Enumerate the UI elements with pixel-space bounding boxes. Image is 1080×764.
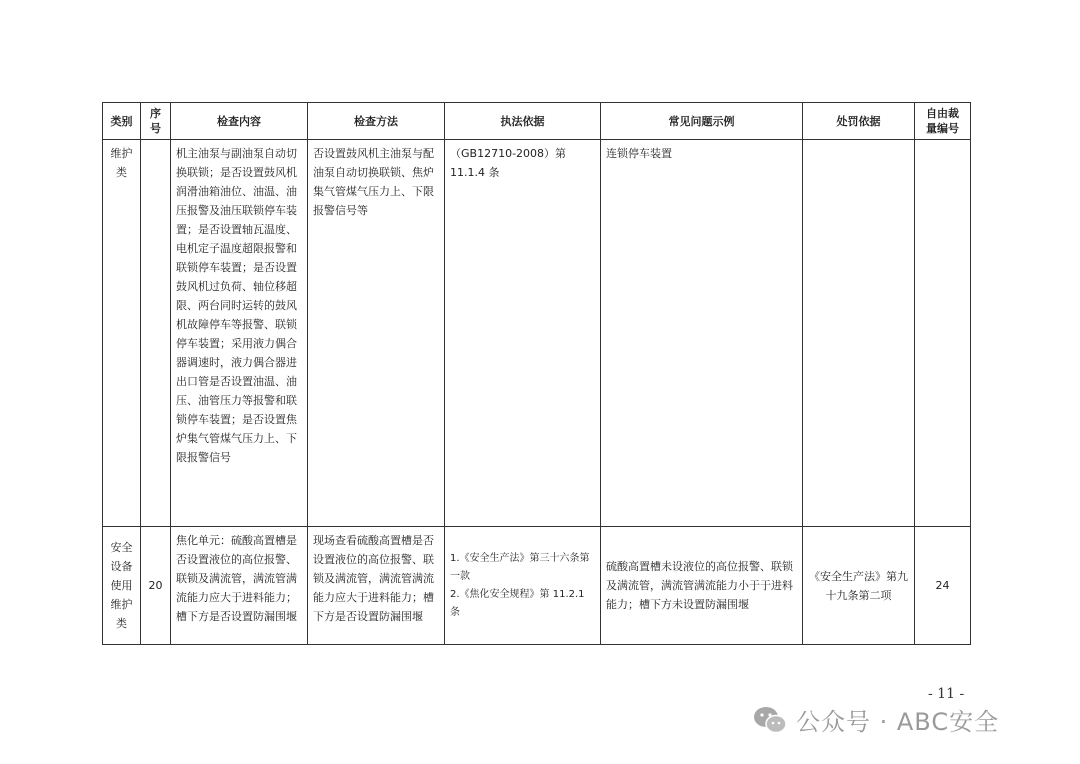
header-content: 检查内容 bbox=[171, 103, 308, 140]
cell-no bbox=[141, 140, 171, 527]
table-row bbox=[103, 140, 971, 527]
header-penalty: 处罚依据 bbox=[803, 103, 915, 140]
table-row bbox=[103, 527, 971, 645]
header-code: 自由裁 量编号 bbox=[915, 103, 971, 140]
header-category: 类别 bbox=[103, 103, 141, 140]
cell-penalty: 《安全生产法》第九十九条第二项 bbox=[803, 527, 915, 645]
cell-code: 24 bbox=[915, 527, 971, 645]
wechat-icon bbox=[752, 705, 788, 735]
cell-category: 安全 设备 使用 维护 类 bbox=[103, 527, 141, 645]
header-row bbox=[103, 103, 971, 140]
cell-code bbox=[915, 140, 971, 527]
header-method: 检查方法 bbox=[308, 103, 445, 140]
watermark-text: 公众号 · ABC安全 bbox=[796, 708, 1000, 736]
cell-no: 20 bbox=[141, 527, 171, 645]
page-number: - 11 - bbox=[928, 686, 965, 702]
cell-method: 否设置鼓风机主油泵与配油泵自动切换联锁、焦炉集气管煤气压力上、下限报警信号等 bbox=[308, 140, 445, 527]
watermark bbox=[752, 702, 999, 737]
cell-method: 现场查看硫酸高置槽是否设置液位的高位报警、联锁及满流管，满流管满流能力应大于进料能力；槽下方是否设置防漏围堰 bbox=[308, 527, 445, 645]
cell-problem: 硫酸高置槽未设液位的高位报警、联锁及满流管，满流管满流能力小于于进料能力；槽下方未设置防漏围堰 bbox=[601, 527, 803, 645]
cell-category: 维护 类 bbox=[103, 140, 141, 527]
cell-law-basis: （GB12710-2008）第 11.1.4 条 bbox=[445, 140, 601, 527]
cell-problem: 连锁停车装置 bbox=[601, 140, 803, 527]
inspection-table bbox=[102, 102, 971, 645]
cell-law-basis: 1.《安全生产法》第三十六条第一款 2.《焦化安全规程》第 11.2.1 条 bbox=[445, 527, 601, 645]
cell-content: 机主油泵与副油泵自动切换联锁；是否设置鼓风机润滑油箱油位、油温、油压报警及油压联锁停车装置；是否设置轴瓦温度、电机定子温度超限报警和联锁停车装置；是否设置鼓风机过负荷、轴位移超限、两台同时运转的鼓风机故障停车等报警、联锁停车装置；采用液力偶合器调速时，液力偶合器进出口管是否设置油温、油压、油管压力等报警和联锁停车装置；是否设置焦炉集气管煤气压力上、下限报警信号 bbox=[171, 140, 308, 527]
header-law-basis: 执法依据 bbox=[445, 103, 601, 140]
header-problem: 常见问题示例 bbox=[601, 103, 803, 140]
cell-penalty bbox=[803, 140, 915, 527]
header-no: 序 号 bbox=[141, 103, 171, 140]
cell-content: 焦化单元：硫酸高置槽是否设置液位的高位报警、联锁及满流管，满流管满流能力应大于进料能力；槽下方是否设置防漏围堰 bbox=[171, 527, 308, 645]
